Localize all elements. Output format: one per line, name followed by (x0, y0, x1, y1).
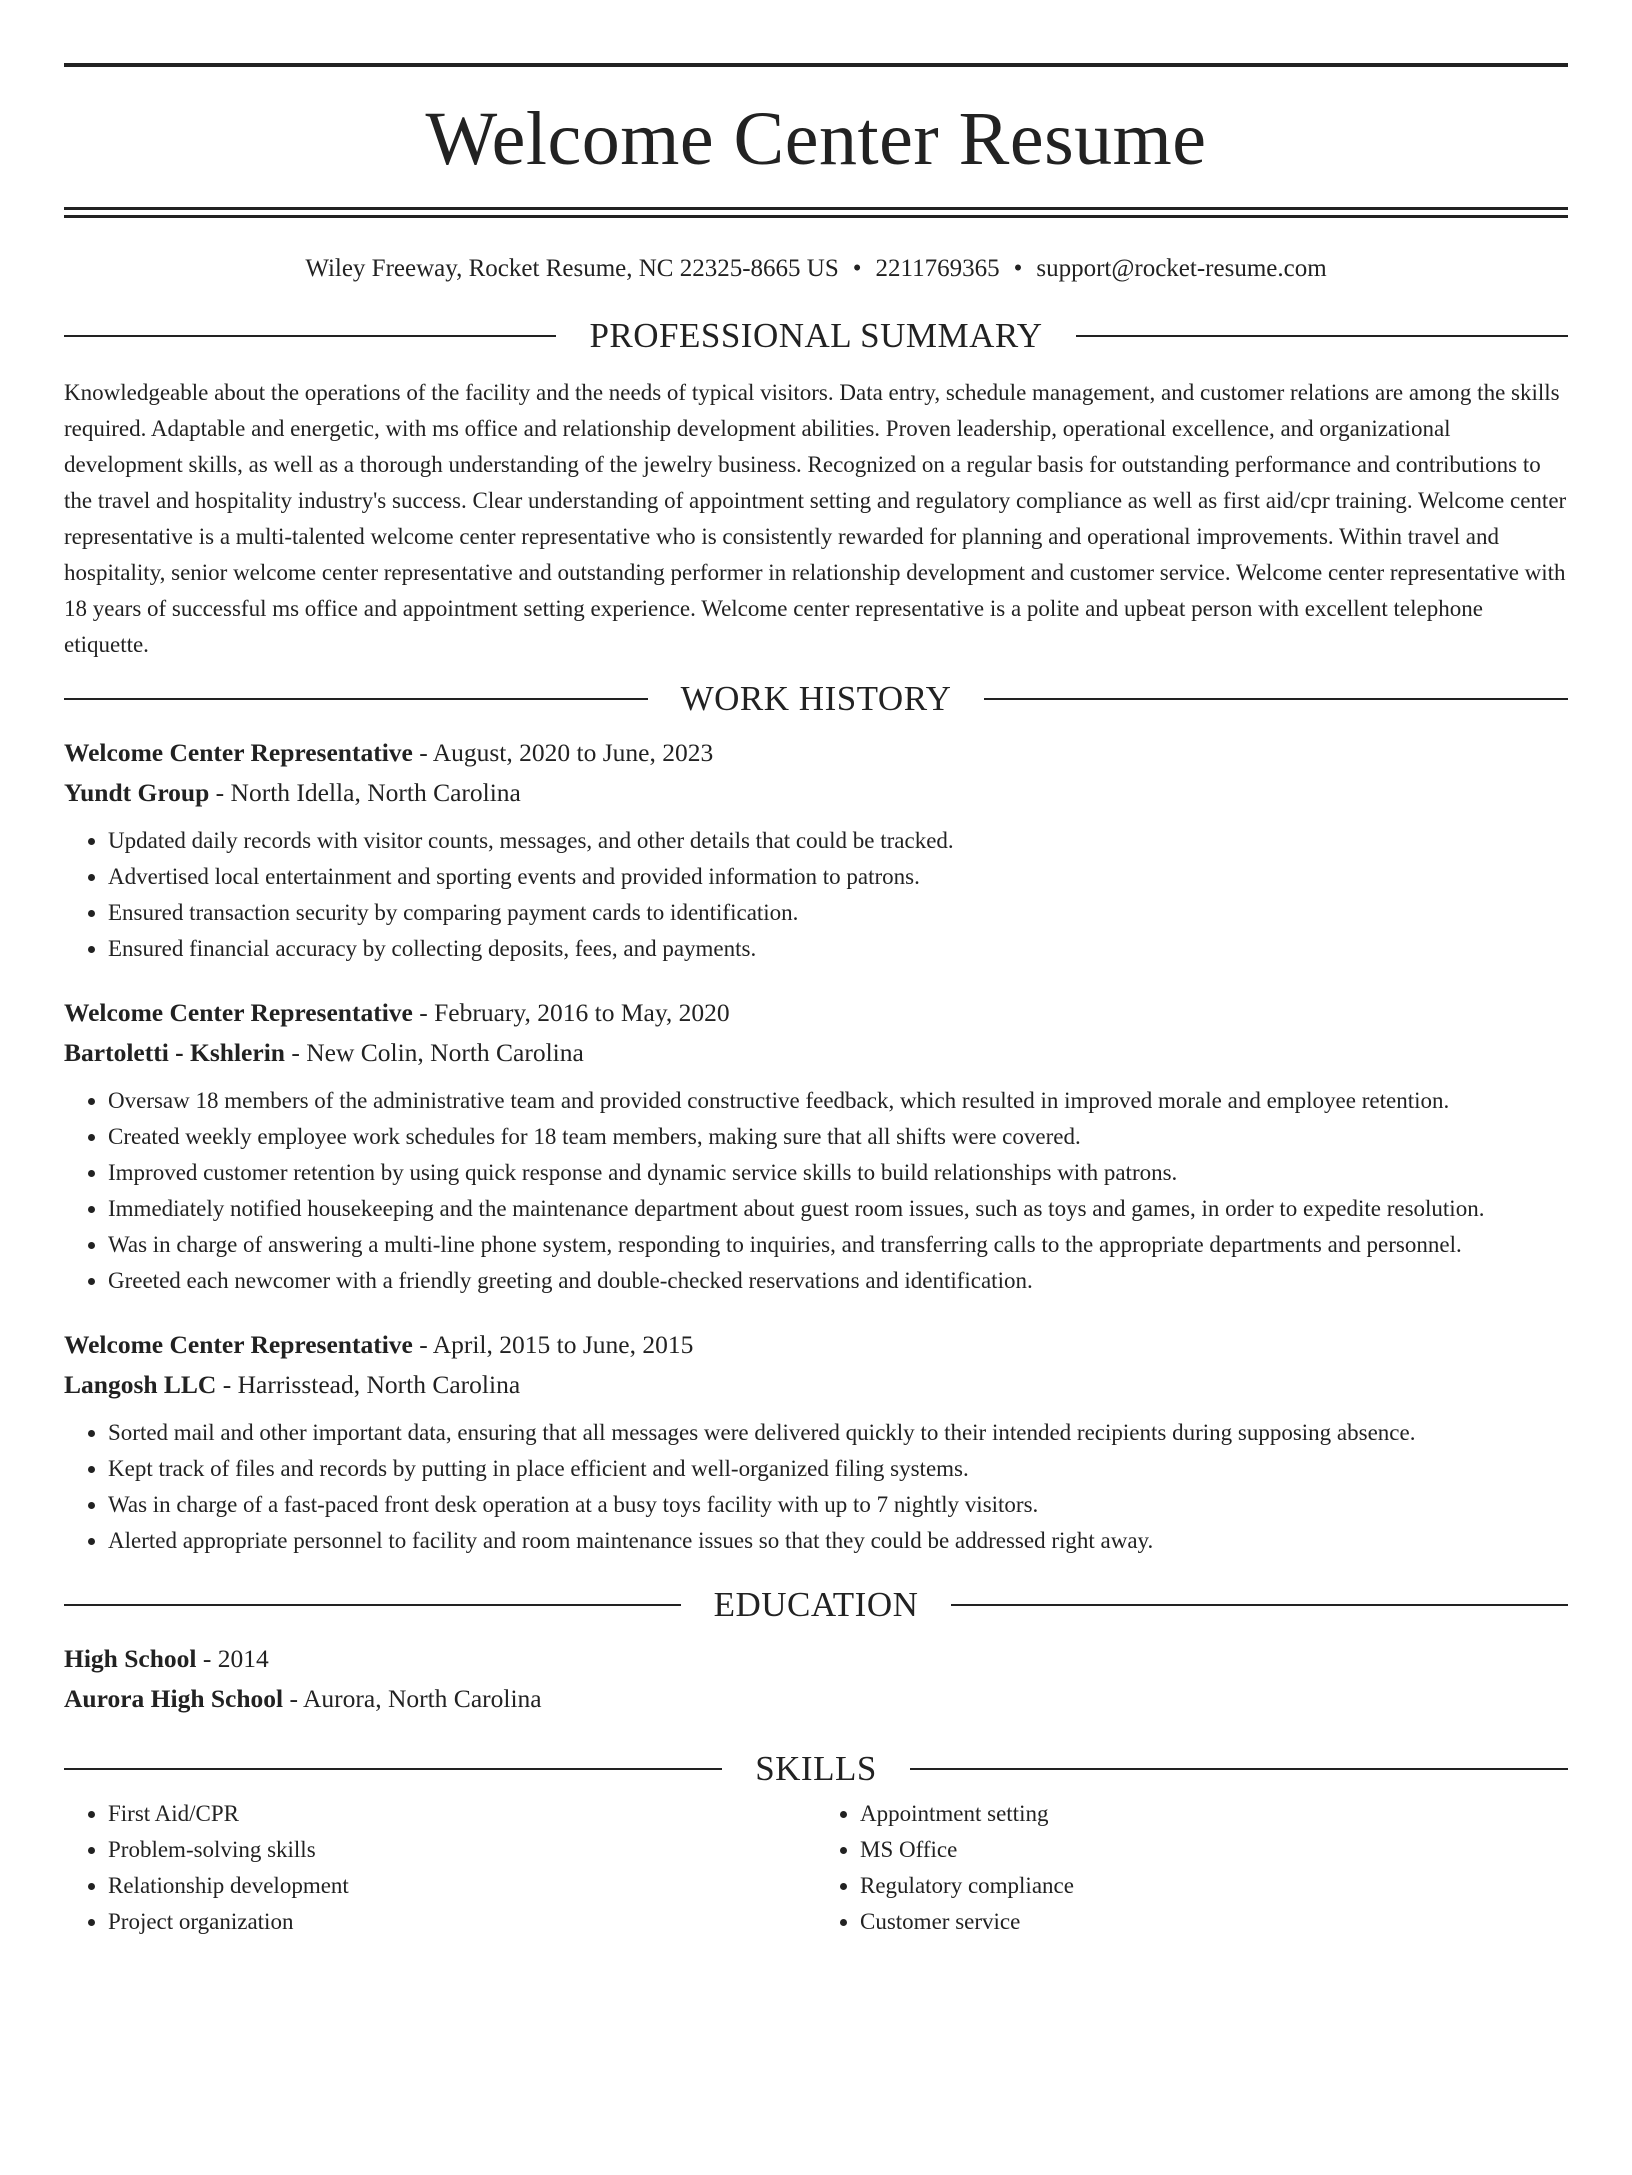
education-school-line (64, 1679, 1568, 1719)
contact-separator: • (852, 255, 862, 282)
section-header-education (64, 1587, 1568, 1622)
education-degree-line (64, 1639, 1568, 1679)
section-header-work (64, 681, 1568, 716)
job-bullets (64, 1415, 1568, 1559)
job-dates: - February, 2016 to May, 2020 (412, 998, 730, 1027)
job-company: Bartoletti - Kshlerin (64, 1038, 285, 1067)
skill-item: • Regulatory compliance (860, 1868, 1568, 1904)
education-entry (64, 1639, 1568, 1719)
job-title-line (64, 733, 1568, 773)
list-item: • Advertised local entertainment and sporting events and provided information to patrons. (108, 859, 1568, 895)
job-title: Welcome Center Representative (64, 1330, 413, 1359)
contact-email: support@rocket-resume.com (1036, 255, 1327, 282)
list-item: • Alerted appropriate personnel to facility and room maintenance issues so that they could be addressed right away. (108, 1523, 1568, 1559)
section-header-skills (64, 1751, 1568, 1786)
education-degree: High School (64, 1644, 197, 1673)
job-title-line (64, 1325, 1568, 1365)
skills-grid (64, 1796, 1568, 1940)
list-item: • Improved customer retention by using quick response and dynamic service skills to build relationships with patrons. (108, 1155, 1568, 1191)
list-item: • Was in charge of a fast-paced front desk operation at a busy toys facility with up to 7 nightly visitors. (108, 1487, 1568, 1523)
job-bullets (64, 823, 1568, 967)
contact-address: Wiley Freeway, Rocket Resume, NC 22325-8665 US (305, 255, 839, 282)
contact-separator: • (1013, 255, 1023, 282)
top-rule (64, 63, 1568, 67)
list-item: • Immediately notified housekeeping and the maintenance department about guest room issues, such as toys and games, in order to expedite resolution. (108, 1191, 1568, 1227)
job-entry (64, 733, 1568, 967)
skill-item: • Appointment setting (860, 1796, 1568, 1832)
job-entry (64, 1325, 1568, 1559)
job-company-line (64, 1365, 1568, 1405)
education-location: - Aurora, North Carolina (283, 1684, 542, 1713)
education-year: - 2014 (196, 1644, 269, 1673)
job-company-line (64, 1033, 1568, 1073)
job-dates: - August, 2020 to June, 2023 (412, 738, 714, 767)
job-entry (64, 993, 1568, 1299)
title-double-rule (64, 207, 1568, 218)
section-title: EDUCATION (713, 1585, 919, 1624)
list-item: • Sorted mail and other important data, ensuring that all messages were delivered quickly to their intended recipients during supposing absence. (108, 1415, 1568, 1451)
list-item: • Ensured financial accuracy by collecting deposits, fees, and payments. (108, 931, 1568, 967)
list-item: • Greeted each newcomer with a friendly greeting and double-checked reservations and identification. (108, 1263, 1568, 1299)
contact-line (64, 254, 1568, 284)
job-location: - North Idella, North Carolina (209, 778, 521, 807)
skills-column-right (816, 1796, 1568, 1940)
skill-item: • Customer service (860, 1904, 1568, 1940)
education-school: Aurora High School (64, 1684, 284, 1713)
job-company: Yundt Group (64, 778, 210, 807)
skill-item: • Problem-solving skills (108, 1832, 816, 1868)
job-location: - New Colin, North Carolina (284, 1038, 584, 1067)
section-title: SKILLS (755, 1749, 877, 1788)
list-item: • Updated daily records with visitor counts, messages, and other details that could be tracked. (108, 823, 1568, 859)
section-title: WORK HISTORY (680, 679, 952, 718)
resume-title: Welcome Center Resume (425, 97, 1207, 181)
list-item: • Created weekly employee work schedules for 18 team members, making sure that all shifts were covered. (108, 1119, 1568, 1155)
list-item: • Kept track of files and records by putting in place efficient and well-organized filing systems. (108, 1451, 1568, 1487)
skill-item: • Project organization (108, 1904, 816, 1940)
job-dates: - April, 2015 to June, 2015 (412, 1330, 694, 1359)
job-company: Langosh LLC (64, 1370, 217, 1399)
skill-item: • Relationship development (108, 1868, 816, 1904)
section-header-summary (64, 318, 1568, 353)
section-title: PROFESSIONAL SUMMARY (589, 316, 1043, 355)
job-title: Welcome Center Representative (64, 738, 413, 767)
skill-item: • First Aid/CPR (108, 1796, 816, 1832)
skill-item: • MS Office (860, 1832, 1568, 1868)
job-title: Welcome Center Representative (64, 998, 413, 1027)
job-bullets (64, 1083, 1568, 1299)
contact-phone: 2211769365 (875, 255, 1000, 282)
list-item: • Oversaw 18 members of the administrative team and provided constructive feedback, which resulted in improved morale and employee retention. (108, 1083, 1568, 1119)
list-item: • Ensured transaction security by comparing payment cards to identification. (108, 895, 1568, 931)
skills-column-left (64, 1796, 816, 1940)
summary-paragraph: Knowledgeable about the operations of the facility and the needs of typical visitors. Data entry, schedule management, and customer relations are among the skills required. Adaptable and energetic, with ms office and relationship development abilities. Proven leadership, operational excellence, and organizational development skills, as well as a thorough understanding of the jewelry business. Recognized on a regular basis for outstanding performance and contributions to the travel and hospitality industry's success. Clear understanding of appointment setting and regulatory compliance as well as first aid/cpr training. Welcome center representative is a multi-talented welcome center representative who is consistently rewarded for planning and operational improvements. Within travel and hospitality, senior welcome center representative and outstanding performer in relationship development and customer service. Welcome center representative with 18 years of successful ms office and appointment setting experience. Welcome center representative is a polite and upbeat person with excellent telephone etiquette. (64, 380, 1567, 657)
job-company-line (64, 773, 1568, 813)
list-item: • Was in charge of answering a multi-line phone system, responding to inquiries, and transferring calls to the appropriate departments and personnel. (108, 1227, 1568, 1263)
resume-page (0, 63, 1632, 2175)
job-location: - Harrisstead, North Carolina (216, 1370, 521, 1399)
job-title-line (64, 993, 1568, 1033)
